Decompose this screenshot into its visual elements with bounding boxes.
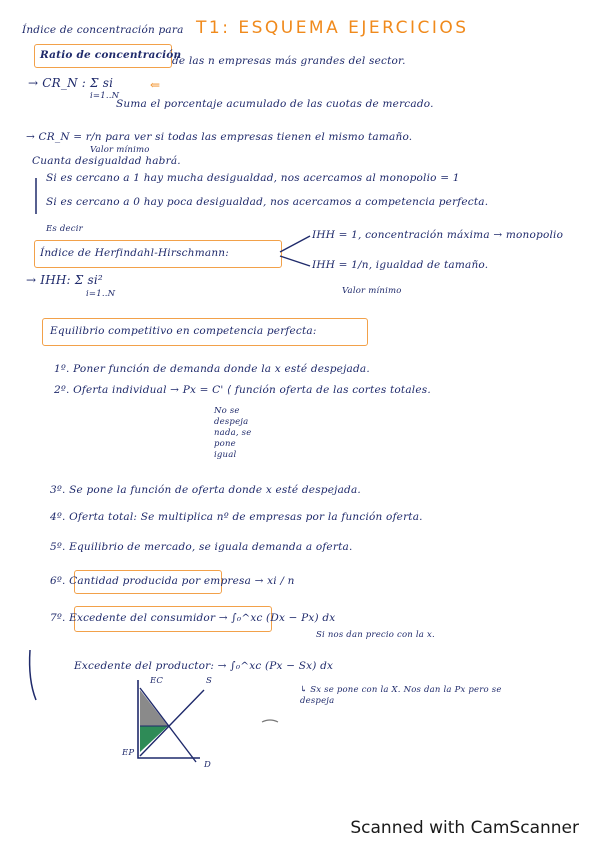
step-7: 7º. Excedente del consumidor → ∫₀^xc (Dx − Px) dx: [50, 612, 336, 624]
ratio-explanation: Suma el porcentaje acumulado de las cuotas de mercado.: [116, 98, 434, 110]
step-7-note: Si nos dan precio con la x.: [316, 630, 435, 640]
ratio-arrow: ⇐: [150, 78, 161, 92]
step-3: 3º. Se pone la función de oferta donde x esté despejada.: [50, 484, 361, 496]
herfindahl-pre: Es decir: [46, 224, 83, 234]
producer-surplus-area: [140, 726, 168, 752]
herfindahl-heading: Índice de Herfindahl-Hirschmann:: [40, 247, 229, 259]
scanner-watermark: Scanned with CamScanner: [350, 818, 579, 838]
step-4: 4º. Oferta total: Se multiplica nº de empresas por la función oferta.: [50, 511, 423, 523]
herfindahl-right1: IHH = 1, concentración máxima → monopolio: [312, 229, 564, 241]
ratio-formula-limits: i=1..N: [90, 91, 120, 101]
ratio-formula: → CR_N : Σ si: [28, 76, 114, 90]
step-2: 2º. Oferta individual → Px = C' ⟨ función oferta de las cortes totales.: [54, 384, 431, 396]
scanner-footer: [0, 800, 599, 848]
label-s: S: [206, 676, 213, 686]
herfindahl-right2: IHH = 1/n, igualdad de tamaño.: [312, 259, 489, 271]
crn-line2: Cuanta desigualdad habrá.: [32, 155, 181, 167]
herfindahl-formula: → IHH: Σ si²: [26, 273, 103, 287]
label-d: D: [204, 760, 212, 770]
ratio-heading-rest: de las n empresas más grandes del sector.: [172, 55, 406, 67]
crn-line1-sub: Valor mínimo: [90, 145, 150, 155]
step-1: 1º. Poner función de demanda donde la x esté despejada.: [54, 363, 370, 375]
crn-line1: → CR_N = r/n para ver si todas las empresas tienen el mismo tamaño.: [26, 131, 413, 143]
header-note: Índice de concentración para: [22, 24, 184, 36]
ratio-heading: Ratio de concentración: [40, 49, 182, 61]
label-ep: EP: [122, 748, 135, 758]
herfindahl-right2-sub: Valor mínimo: [342, 286, 402, 296]
herfindahl-formula-limits: i=1..N: [86, 289, 116, 299]
crn-line3: Si es cercano a 1 hay mucha desigualdad, nos acercamos al monopolio = 1: [46, 172, 460, 184]
label-ec: EC: [150, 676, 164, 686]
step-6: 6º. Cantidad producida por empresa → xi / n: [50, 575, 295, 587]
step-5: 5º. Equilibrio de mercado, se iguala demanda a oferta.: [50, 541, 353, 553]
page-title: T1: ESQUEMA EJERCICIOS: [196, 18, 469, 38]
step-2-note: No se despeja nada, se pone igual: [214, 406, 252, 460]
producer-note: ↳ Sx se pone con la X. Nos dan la Px pero se despeja: [300, 685, 502, 706]
crn-line4: Si es cercano a 0 hay poca desigualdad, nos acercamos a competencia perfecta.: [46, 196, 489, 208]
producer-surplus: Excedente del productor: → ∫₀^xc (Px − Sx) dx: [74, 660, 334, 672]
equilibrium-heading: Equilibrio competitivo en competencia perfecta:: [50, 325, 317, 337]
